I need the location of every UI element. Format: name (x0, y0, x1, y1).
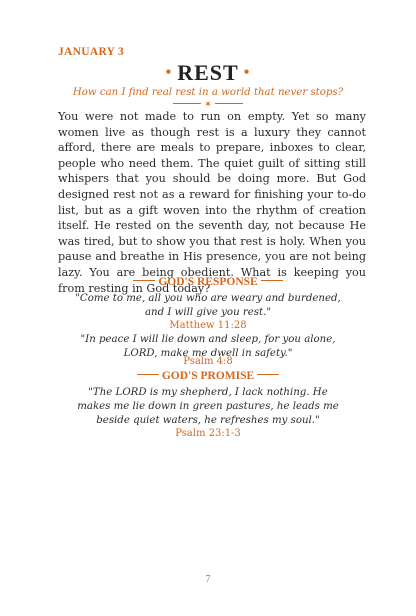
page-number: 7 (205, 574, 211, 585)
promise-ref: Psalm 23:1-3 (175, 428, 241, 439)
response-heading (0, 276, 416, 288)
response-ref-2: Psalm 4:8 (183, 356, 233, 367)
response-quote-2: "In peace I will lie down and sleep, for you alone, LORD, make me dwell in safety." (80, 334, 336, 359)
page-title: REST (177, 60, 239, 85)
body-paragraph: You were not made to run on empty. Yet so many women live as though rest is a luxury they cannot afford, there are meals to prepare, inboxes to clear, people who need them. The quiet guilt of sitting still whispers that you should be doing more. But God designed rest not as a reward for finishing your to-do list, but as a gift woven into the rhythm of creation itself. He rested on the seventh day, not because He was tired, but to show you that rest is holy. When you pause and breathe in His presence, you are not being lazy. You are being obedient. What is keeping you from resting in God today? (58, 110, 366, 295)
response-ref-1: Matthew 11:28 (169, 320, 247, 331)
promise-quote: "The LORD is my shepherd, I lack nothing. He makes me lie down in green pastures, he leads me beside quiet waters, he refreshes my soul." (77, 387, 339, 426)
title-bullet-left: • (165, 64, 173, 81)
title-row (0, 60, 416, 86)
heading-line (261, 280, 283, 281)
response-heading-text: GOD'S RESPONSE (158, 276, 258, 288)
star-icon: ✶ (204, 100, 212, 110)
divider-line (173, 103, 201, 104)
heading-line (137, 374, 159, 375)
date-label: JANUARY 3 (58, 46, 125, 58)
subtitle-question: How can I find real rest in a world that never stops? (72, 87, 344, 98)
heading-line (257, 374, 279, 375)
title-bullet-right: • (243, 64, 251, 81)
promise-heading-text: GOD'S PROMISE (161, 370, 255, 382)
response-quote-1: "Come to me, all you who are weary and burdened, and I will give you rest." (75, 293, 341, 318)
promise-heading (0, 370, 416, 382)
heading-line (133, 280, 155, 281)
divider-line (215, 103, 243, 104)
